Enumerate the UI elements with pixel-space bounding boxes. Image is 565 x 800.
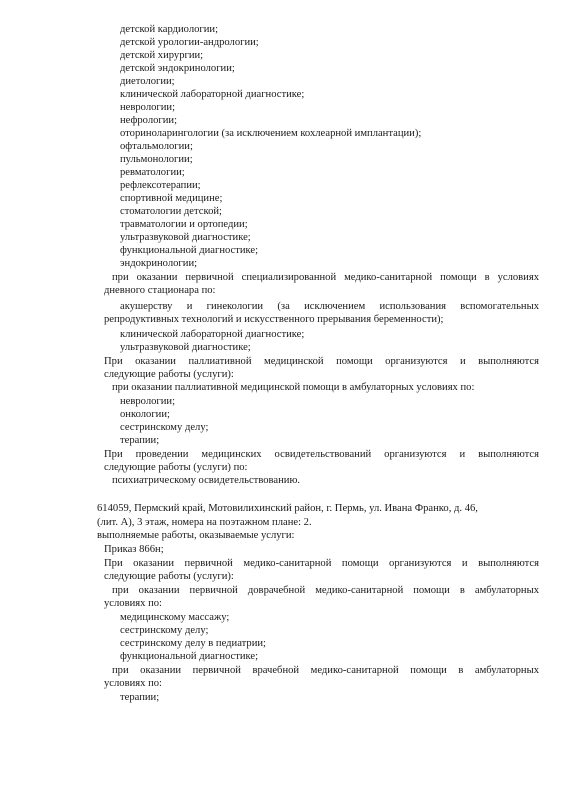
text-line: травматологии и ортопедии; [120,219,248,230]
text-line: детской кардиологии; [120,24,219,35]
text-line: терапии; [120,435,160,446]
text-line: детской эндокринологии; [120,63,235,74]
text-line: эндокринологии; [120,258,198,269]
text-line: клинической лабораторной диагностике; [120,329,305,340]
text-line: офтальмологии; [120,141,193,152]
text-line: следующие работы (услуги): [104,571,234,582]
text-line: Приказ 866н; [104,544,164,555]
text-line: при оказании первичной врачебной медико-санитарной помощи в амбулаторных [112,665,539,676]
text-line: ревматологии; [120,167,185,178]
text-line: (лит. А), 3 этаж, номера на поэтажном плане: 2. [97,517,312,528]
text-line: ультразвуковой диагностике; [120,342,251,353]
text-line: спортивной медицине; [120,193,223,204]
text-line: детской урологии-андрологии; [120,37,259,48]
text-line: ультразвуковой диагностике; [120,232,251,243]
text-line: клинической лабораторной диагностике; [120,89,305,100]
text-line: При оказании паллиативной медицинской помощи организуются и выполняются [104,356,539,367]
text-line: репродуктивных технологий и искусственного прерывания беременности); [104,314,444,325]
text-line: функциональной диагностике; [120,245,259,256]
text-line: неврологии; [120,396,176,407]
text-line: сестринскому делу; [120,422,209,433]
text-line: дневного стационара по: [104,285,216,296]
text-line: медицинскому массажу; [120,612,230,623]
text-line: условиях по: [104,598,162,609]
text-line: диетологии; [120,76,175,87]
text-line: 614059, Пермский край, Мотовилихинский район, г. Пермь, ул. Ивана Франко, д. 46, [97,503,478,514]
text-line: при оказании первичной доврачебной медико-санитарной помощи в амбулаторных [112,585,539,596]
text-line: следующие работы (услуги): [104,369,234,380]
text-line: выполняемые работы, оказываемые услуги: [97,530,295,541]
text-line: сестринскому делу в педиатрии; [120,638,266,649]
text-line: При проведении медицинских освидетельствований организуются и выполняются [104,449,539,460]
text-line: терапии; [120,692,160,703]
text-line: пульмонологии; [120,154,193,165]
text-line: нефрологии; [120,115,178,126]
text-line: сестринскому делу; [120,625,209,636]
text-line: при оказании первичной специализированной медико-санитарной помощи в условиях [112,272,539,283]
text-line: следующие работы (услуги) по: [104,462,248,473]
text-line: рефлексотерапии; [120,180,201,191]
text-line: при оказании паллиативной медицинской помощи в амбулаторных условиях по: [112,382,475,393]
text-line: акушерству и гинекологии (за исключением использования вспомогательных [120,301,539,312]
text-line: психиатрическому освидетельствованию. [112,475,301,486]
text-line: детской хирургии; [120,50,204,61]
text-line: функциональной диагностике; [120,651,259,662]
text-line: условиях по: [104,678,162,689]
text-line: При оказании первичной медико-санитарной помощи организуются и выполняются [104,558,539,569]
text-line: стоматологии детской; [120,206,222,217]
text-line: оториноларингологии (за исключением кохлеарной имплантации); [120,128,422,139]
text-line: онкологии; [120,409,170,420]
text-line: неврологии; [120,102,176,113]
